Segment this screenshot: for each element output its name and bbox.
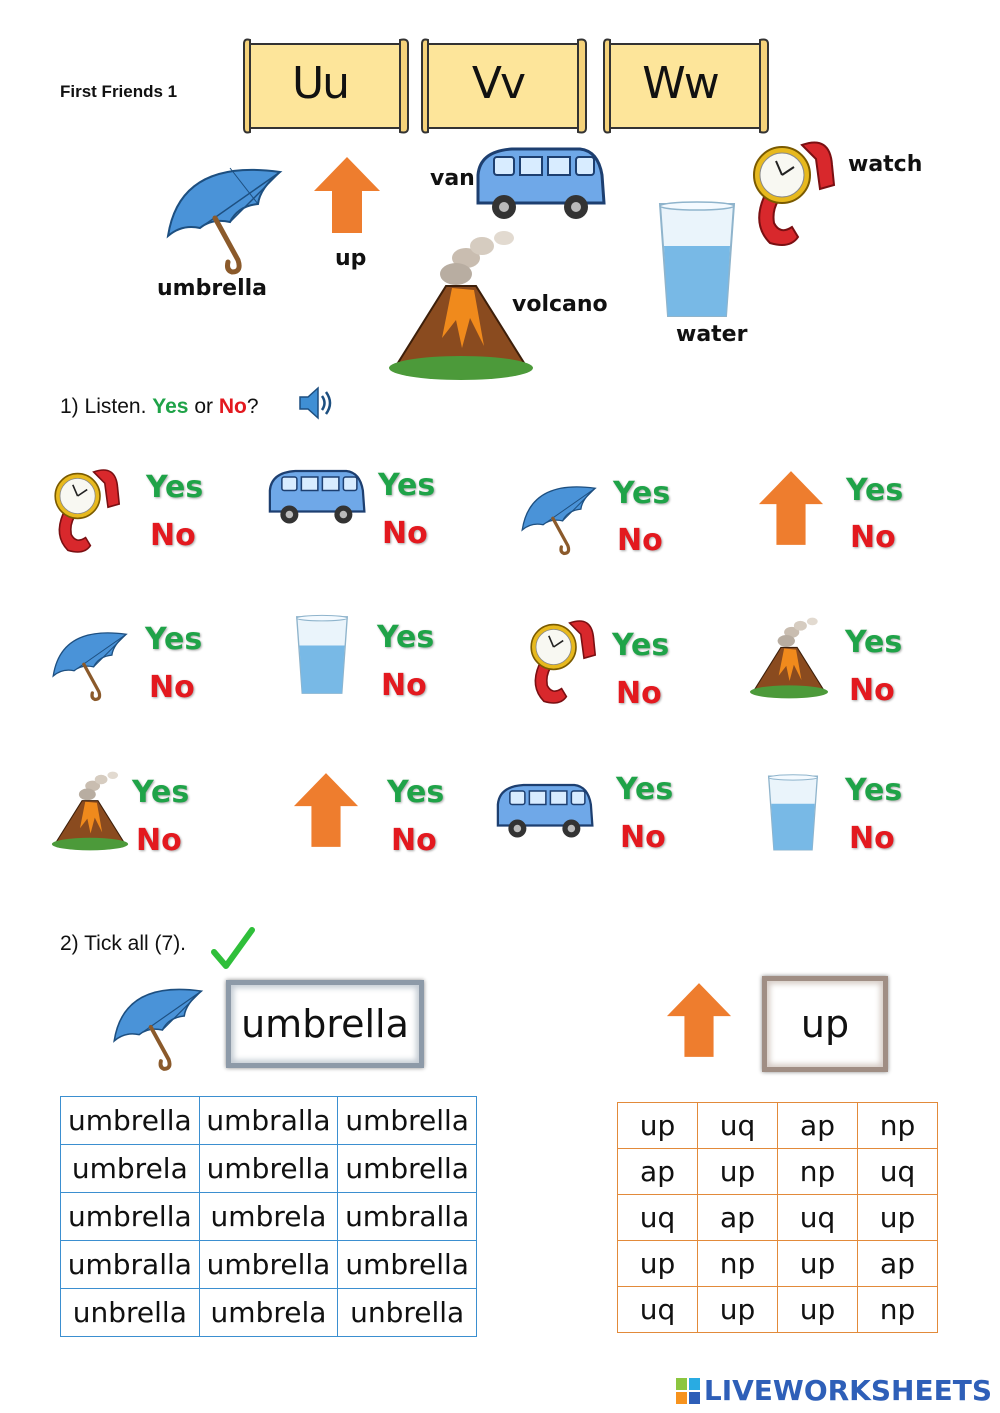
table-row	[618, 1241, 938, 1287]
answer-yes-11[interactable]: Yes	[616, 772, 674, 807]
logo-icon	[676, 1378, 700, 1404]
table-row	[61, 1193, 477, 1241]
exercise1-no-word: No	[218, 395, 247, 418]
grid-cell[interactable]: umbrella	[61, 1097, 200, 1145]
answer-no-10[interactable]: No	[391, 823, 437, 858]
worksheet-subtitle: First Friends 1	[60, 82, 178, 101]
up-arrow-icon	[665, 980, 733, 1060]
liveworksheets-logo[interactable]	[676, 1374, 992, 1407]
answer-yes-6[interactable]: Yes	[377, 620, 435, 655]
scroll-banner-ww	[600, 36, 768, 130]
answer-no-1[interactable]: No	[150, 518, 196, 553]
target-word-umbrella: umbrella	[226, 980, 424, 1068]
exercise1-qmark: ?	[246, 395, 259, 418]
grid-cell[interactable]: ap	[698, 1195, 778, 1241]
grid-cell[interactable]: uq	[698, 1103, 778, 1149]
exercise1-listen: Listen.	[84, 395, 147, 418]
water-glass-icon	[766, 772, 820, 854]
word-grid-umbrella	[60, 1096, 477, 1337]
grid-cell[interactable]: unbrella	[338, 1289, 477, 1337]
vocab-label-up: up	[335, 246, 367, 271]
grid-cell[interactable]: up	[778, 1287, 858, 1333]
answer-no-8[interactable]: No	[849, 673, 895, 708]
grid-cell[interactable]: ap	[858, 1241, 938, 1287]
answer-yes-5[interactable]: Yes	[145, 622, 203, 657]
table-row	[618, 1195, 938, 1241]
grid-cell[interactable]: uq	[618, 1195, 698, 1241]
vocab-label-volcano: volcano	[512, 292, 608, 317]
exercise1-or: or	[194, 395, 213, 418]
grid-cell[interactable]: ap	[618, 1149, 698, 1195]
table-row	[61, 1097, 477, 1145]
table-row	[61, 1289, 477, 1337]
grid-cell[interactable]: umbralla	[199, 1097, 338, 1145]
vocab-label-van: van	[430, 166, 475, 191]
target-word-up: up	[762, 976, 888, 1072]
table-row	[618, 1287, 938, 1333]
grid-cell[interactable]: up	[778, 1241, 858, 1287]
grid-cell[interactable]: umbrela	[199, 1193, 338, 1241]
grid-cell[interactable]: umbrella	[338, 1241, 477, 1289]
grid-cell[interactable]: up	[698, 1287, 778, 1333]
grid-cell[interactable]: up	[618, 1103, 698, 1149]
up-arrow-icon	[757, 468, 825, 548]
exercise1-number: 1)	[60, 395, 79, 418]
checkmark-icon	[210, 926, 256, 972]
grid-cell[interactable]: umbrela	[199, 1289, 338, 1337]
umbrella-icon	[517, 472, 605, 558]
van-icon	[472, 145, 607, 225]
vocab-label-umbrella: umbrella	[157, 276, 268, 301]
scroll-banner-vv	[418, 36, 586, 130]
van-icon	[265, 468, 367, 528]
brand-name: LIVEWORKSHEETS	[703, 1374, 992, 1407]
up-arrow-icon	[312, 155, 382, 235]
grid-cell[interactable]: ap	[778, 1103, 858, 1149]
exercise1-yes-word: Yes	[152, 395, 189, 418]
speaker-icon[interactable]	[296, 383, 336, 423]
answer-no-9[interactable]: No	[136, 823, 182, 858]
grid-cell[interactable]: umbrella	[199, 1145, 338, 1193]
answer-yes-4[interactable]: Yes	[846, 473, 904, 508]
scroll-letters: Vv	[471, 58, 525, 109]
word-grid-up	[617, 1102, 938, 1333]
answer-no-12[interactable]: No	[849, 821, 895, 856]
table-row	[618, 1103, 938, 1149]
answer-no-6[interactable]: No	[381, 668, 427, 703]
grid-cell[interactable]: umbralla	[338, 1193, 477, 1241]
grid-cell[interactable]: umbralla	[61, 1241, 200, 1289]
watch-icon	[528, 614, 600, 708]
vocab-label-watch: watch	[848, 152, 923, 177]
table-row	[61, 1241, 477, 1289]
grid-cell[interactable]: up	[618, 1241, 698, 1287]
grid-cell[interactable]: np	[778, 1149, 858, 1195]
scroll-letters: Uu	[291, 58, 349, 109]
answer-no-2[interactable]: No	[382, 516, 428, 551]
grid-cell[interactable]: np	[858, 1287, 938, 1333]
umbrella-icon	[160, 148, 295, 278]
exercise1-instruction	[60, 395, 259, 419]
vocab-label-water: water	[676, 322, 748, 347]
umbrella-icon	[108, 972, 213, 1074]
answer-yes-1[interactable]: Yes	[146, 470, 204, 505]
grid-cell[interactable]: uq	[858, 1149, 938, 1195]
van-icon	[493, 782, 595, 842]
answer-yes-8[interactable]: Yes	[845, 625, 903, 660]
answer-yes-12[interactable]: Yes	[845, 773, 903, 808]
watch-icon	[52, 462, 124, 558]
grid-cell[interactable]: uq	[618, 1287, 698, 1333]
grid-cell[interactable]: up	[858, 1195, 938, 1241]
answer-no-3[interactable]: No	[617, 523, 663, 558]
answer-no-5[interactable]: No	[149, 670, 195, 705]
table-row	[61, 1145, 477, 1193]
scroll-letters: Ww	[642, 58, 718, 109]
water-glass-icon	[294, 614, 350, 696]
up-arrow-icon	[292, 770, 360, 850]
grid-cell[interactable]: np	[698, 1241, 778, 1287]
grid-cell[interactable]: umbrella	[338, 1097, 477, 1145]
table-row	[618, 1149, 938, 1195]
volcano-icon	[748, 616, 830, 700]
answer-yes-2[interactable]: Yes	[378, 468, 436, 503]
scroll-banner-uu	[240, 36, 408, 130]
answer-yes-10[interactable]: Yes	[387, 775, 445, 810]
grid-cell[interactable]: umbrella	[199, 1241, 338, 1289]
grid-cell[interactable]: umbrella	[61, 1193, 200, 1241]
volcano-icon	[50, 770, 130, 852]
watch-icon	[750, 135, 840, 250]
answer-no-7[interactable]: No	[616, 676, 662, 711]
answer-yes-9[interactable]: Yes	[132, 775, 190, 810]
exercise2-instruction: 2) Tick all (7).	[60, 932, 187, 955]
answer-no-4[interactable]: No	[850, 520, 896, 555]
answer-no-11[interactable]: No	[620, 820, 666, 855]
umbrella-icon	[48, 618, 136, 704]
grid-cell[interactable]: uq	[778, 1195, 858, 1241]
answer-yes-7[interactable]: Yes	[612, 628, 670, 663]
grid-cell[interactable]: np	[858, 1103, 938, 1149]
grid-cell[interactable]: up	[698, 1149, 778, 1195]
answer-yes-3[interactable]: Yes	[613, 476, 671, 511]
grid-cell[interactable]: umbrela	[61, 1145, 200, 1193]
grid-cell[interactable]: umbrella	[338, 1145, 477, 1193]
grid-cell[interactable]: unbrella	[61, 1289, 200, 1337]
water-glass-icon	[656, 200, 738, 320]
